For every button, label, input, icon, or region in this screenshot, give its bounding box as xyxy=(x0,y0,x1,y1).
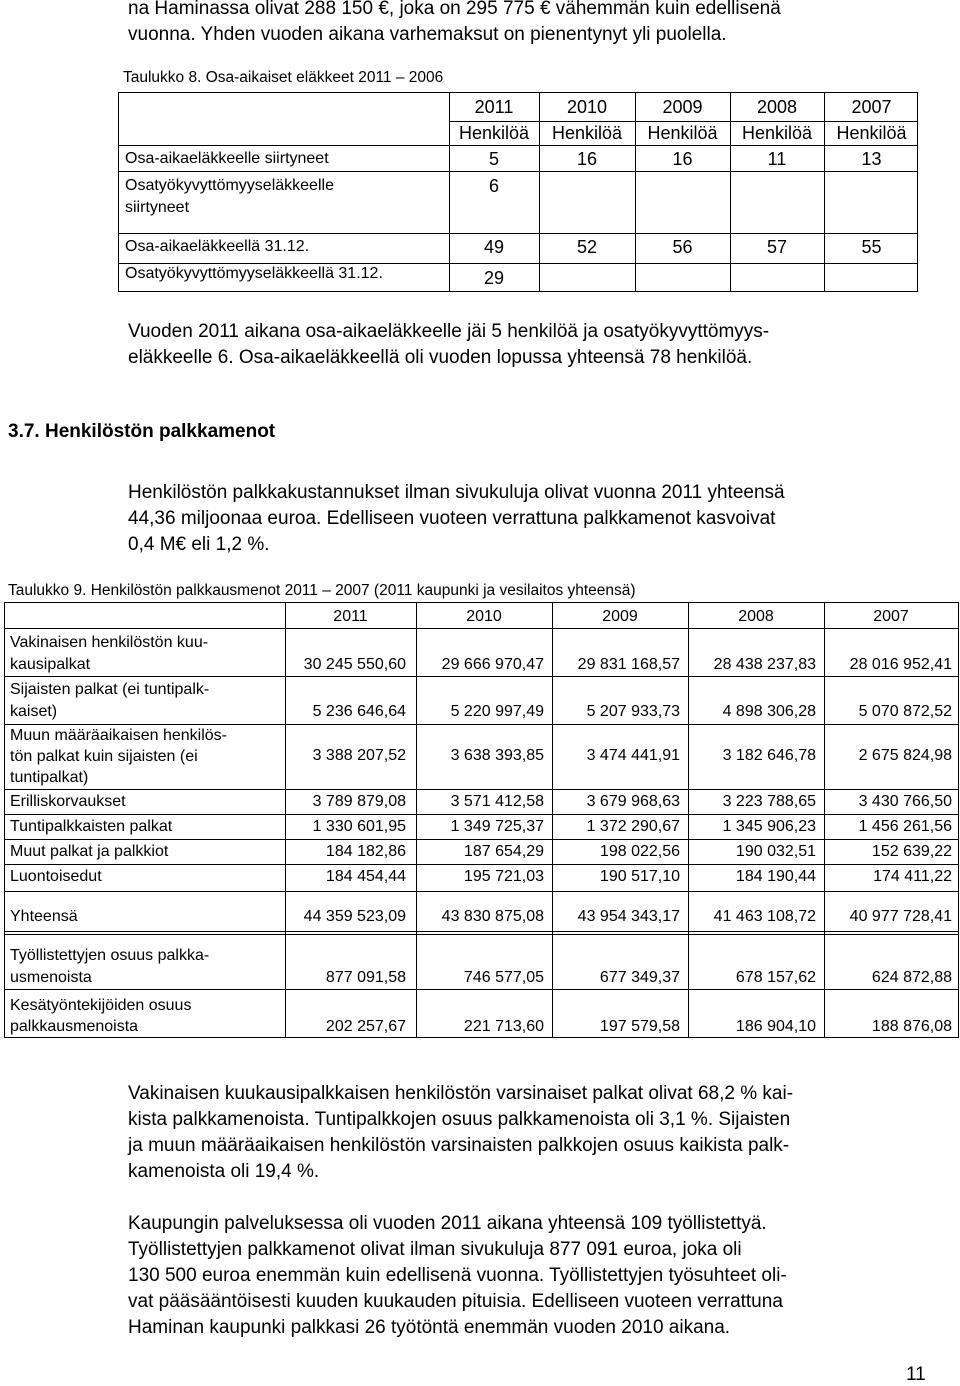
t9-cell: 29 666 970,47 xyxy=(441,656,544,673)
para1-line-2: eläkkeelle 6. Osa-aikaeläkkeellä oli vuoden lopussa yhteensä 78 henkilöä. xyxy=(128,347,753,368)
t9-cell: 28 438 237,83 xyxy=(713,656,816,673)
t8-year-2011: 2011 xyxy=(474,97,514,117)
t9-row-label: Vakinaisen henkilöstön kuu- xyxy=(10,634,209,651)
t9-row-label: Työllistettyjen osuus palkka- xyxy=(10,947,210,964)
t9-total-cell: 41 463 108,72 xyxy=(713,908,816,925)
t8-unit: Henkilöä xyxy=(647,123,718,143)
t9-cell: 4 898 306,28 xyxy=(722,703,816,720)
t9-cell: 678 157,62 xyxy=(735,969,816,986)
para3-line-4: kamenoista oli 19,4 %. xyxy=(128,1161,320,1182)
t9-row-label: palkkausmenoista xyxy=(10,1018,139,1035)
t9-cell: 624 872,88 xyxy=(871,969,952,986)
t8-year-2010: 2010 xyxy=(566,97,608,117)
t9-row-label: tuntipalkat) xyxy=(10,769,89,786)
para4-line-3: 130 500 euroa enemmän kuin edellisenä vuonna. Työllistettyjen työsuhteet oli- xyxy=(128,1265,787,1286)
t9-total-cell: 43 954 343,17 xyxy=(577,908,680,925)
t9-cell: 1 456 261,56 xyxy=(858,818,952,835)
t8-cell: 49 xyxy=(483,237,505,257)
t9-cell: 187 654,29 xyxy=(463,843,544,860)
t9-cell: 3 388 207,52 xyxy=(312,747,406,764)
t9-row-label: kausipalkat xyxy=(10,656,91,673)
t9-cell: 190 032,51 xyxy=(735,843,816,860)
para4-line-5: Haminan kaupunki palkkasi 26 työtöntä enemmän vuoden 2010 aikana. xyxy=(128,1317,731,1338)
table9-caption: Taulukko 9. Henkilöstön palkkausmenot 2011 – 2007 (2011 kaupunki ja vesilaitos yhteensä) xyxy=(8,582,636,599)
t9-year-2010: 2010 xyxy=(466,608,502,625)
intro-line-2: vuonna. Yhden vuoden aikana varhemaksut on pienentynyt yli puolella. xyxy=(128,24,727,45)
t8-row-label: Osatyökyvyttömyyseläkkeellä 31.12. xyxy=(125,265,383,282)
t8-row-label: siirtyneet xyxy=(125,199,190,216)
para2-line-2: 44,36 miljoonaa euroa. Edelliseen vuoteen verrattuna palkkamenot kasvoivat xyxy=(128,508,776,529)
t9-row-label: Kesätyöntekijöiden osuus xyxy=(10,997,192,1014)
t9-year-2009: 2009 xyxy=(602,608,638,625)
t9-cell: 3 430 766,50 xyxy=(858,793,952,810)
para4-line-4: vat pääsääntöisesti kuuden kuukauden pituisia. Edelliseen vuoteen verrattuna xyxy=(128,1291,783,1312)
t9-total-cell: 44 359 523,09 xyxy=(303,908,406,925)
t9-row-label: Luontoisedut xyxy=(10,868,102,885)
para2-line-1: Henkilöstön palkkakustannukset ilman sivukuluja olivat vuonna 2011 yhteensä xyxy=(128,482,785,503)
table8-pension xyxy=(118,92,918,292)
t8-cell: 52 xyxy=(576,237,598,257)
t8-cell: 57 xyxy=(766,237,788,257)
t9-cell: 5 220 997,49 xyxy=(450,703,544,720)
t8-row-label: Osatyökyvyttömyyseläkkeelle xyxy=(125,177,334,194)
t9-row-label: Tuntipalkkaisten palkat xyxy=(10,818,173,835)
t9-cell: 190 517,10 xyxy=(599,868,680,885)
t9-row-label: usmenoista xyxy=(10,969,92,986)
t9-cell: 5 070 872,52 xyxy=(858,703,952,720)
t9-cell: 5 207 933,73 xyxy=(586,703,680,720)
t9-row-label: Sijaisten palkat (ei tuntipalk- xyxy=(10,681,210,698)
t8-row-label: Osa-aikaeläkkeellä 31.12. xyxy=(125,238,310,255)
t9-cell: 3 223 788,65 xyxy=(722,793,816,810)
t8-unit: Henkilöä xyxy=(551,123,623,143)
t8-cell: 11 xyxy=(767,149,787,169)
t9-cell: 3 474 441,91 xyxy=(586,747,680,764)
t8-cell: 55 xyxy=(861,237,882,257)
t9-cell: 202 257,67 xyxy=(325,1018,406,1035)
t8-cell: 6 xyxy=(488,176,499,196)
t9-row-label: Erilliskorvaukset xyxy=(10,793,126,810)
t9-cell: 1 349 725,37 xyxy=(450,818,544,835)
para4-line-1: Kaupungin palveluksessa oli vuoden 2011 aikana yhteensä 109 työllistettyä. xyxy=(128,1213,767,1234)
t9-cell: 186 904,10 xyxy=(735,1018,816,1035)
t9-cell: 3 789 879,08 xyxy=(312,793,406,810)
intro-line-1: na Haminassa olivat 288 150 €, joka on 295 775 € vähemmän kuin edellisenä xyxy=(128,0,781,19)
t9-cell: 29 831 168,57 xyxy=(577,656,680,673)
t9-row-label: kaiset) xyxy=(10,703,58,720)
t8-cell: 56 xyxy=(672,237,693,257)
t9-year-2008: 2008 xyxy=(738,608,774,625)
t9-year-2011: 2011 xyxy=(333,608,368,625)
t9-cell: 5 236 646,64 xyxy=(312,703,406,720)
t9-row-label: Muut palkat ja palkkiot xyxy=(10,843,169,860)
t9-cell: 3 679 968,63 xyxy=(586,793,680,810)
page-number: 11 xyxy=(906,1364,926,1385)
t8-year-2009: 2009 xyxy=(662,97,703,117)
para3-line-1: Vakinaisen kuukausipalkkaisen henkilöstön varsinaiset palkat olivat 68,2 % kai- xyxy=(128,1083,794,1104)
para3-line-2: kista palkkamenoista. Tuntipalkkojen osuus palkkamenoista oli 3,1 %. Sijaisten xyxy=(128,1109,791,1130)
t9-cell: 3 182 646,78 xyxy=(722,747,816,764)
t9-cell: 184 182,86 xyxy=(325,843,406,860)
t9-cell: 188 876,08 xyxy=(871,1018,952,1035)
t9-cell: 677 349,37 xyxy=(599,969,680,986)
t9-cell: 184 454,44 xyxy=(325,868,406,885)
t9-total-cell: 40 977 728,41 xyxy=(849,908,952,925)
t9-cell: 174 411,22 xyxy=(873,868,952,885)
t9-cell: 2 675 824,98 xyxy=(858,747,952,764)
table9-salary-costs xyxy=(4,602,959,1038)
t8-year-2008: 2008 xyxy=(756,97,798,117)
t8-unit: Henkilöä xyxy=(741,123,813,143)
t9-row-label: tön palkat kuin sijaisten (ei xyxy=(10,748,198,765)
para3-line-3: ja muun määräaikaisen henkilöstön varsinaisten palkkojen osuus kaikista palk- xyxy=(128,1135,790,1156)
t9-row-label: Muun määräaikaisen henkilös- xyxy=(10,727,227,744)
section-heading: 3.7. Henkilöstön palkkamenot xyxy=(8,421,276,442)
t9-cell: 877 091,58 xyxy=(325,969,406,986)
t9-cell: 3 571 412,58 xyxy=(450,793,544,810)
t9-cell: 30 245 550,60 xyxy=(303,656,406,673)
t9-cell: 221 713,60 xyxy=(463,1018,544,1035)
t9-year-2007: 2007 xyxy=(873,608,909,625)
t9-cell: 197 579,58 xyxy=(599,1018,680,1035)
t8-cell: 13 xyxy=(861,149,882,169)
para4-line-2: Työllistettyjen palkkamenot olivat ilman sivukuluja 877 091 euroa, joka oli xyxy=(128,1239,742,1260)
table8-caption: Taulukko 8. Osa-aikaiset eläkkeet 2011 – 2006 xyxy=(123,69,444,86)
t9-cell: 1 345 906,23 xyxy=(722,818,816,835)
t9-cell: 152 639,22 xyxy=(871,843,952,860)
t9-cell: 28 016 952,41 xyxy=(849,656,952,673)
t8-cell: 16 xyxy=(672,149,693,169)
t8-unit: Henkilöä xyxy=(458,123,530,143)
t8-year-2007: 2007 xyxy=(851,97,892,117)
t9-cell: 184 190,44 xyxy=(735,868,816,885)
t8-row-label: Osa-aikaeläkkeelle siirtyneet xyxy=(125,150,329,167)
t9-total-label: Yhteensä xyxy=(10,908,78,925)
t8-unit: Henkilöä xyxy=(836,123,907,143)
t8-cell: 29 xyxy=(483,268,505,288)
t9-cell: 1 330 601,95 xyxy=(312,818,406,835)
t9-cell: 195 721,03 xyxy=(463,868,544,885)
t9-cell: 3 638 393,85 xyxy=(450,747,544,764)
t8-cell: 5 xyxy=(488,149,499,169)
para1-line-1: Vuoden 2011 aikana osa-aikaeläkkeelle jäi 5 henkilöä ja osatyökyvyttömyys- xyxy=(128,321,770,342)
para2-line-3: 0,4 M€ eli 1,2 %. xyxy=(128,534,270,555)
t8-cell: 16 xyxy=(576,149,598,169)
t9-total-cell: 43 830 875,08 xyxy=(441,908,544,925)
t9-cell: 198 022,56 xyxy=(599,843,680,860)
t9-cell: 746 577,05 xyxy=(463,969,544,986)
t9-cell: 1 372 290,67 xyxy=(586,818,680,835)
